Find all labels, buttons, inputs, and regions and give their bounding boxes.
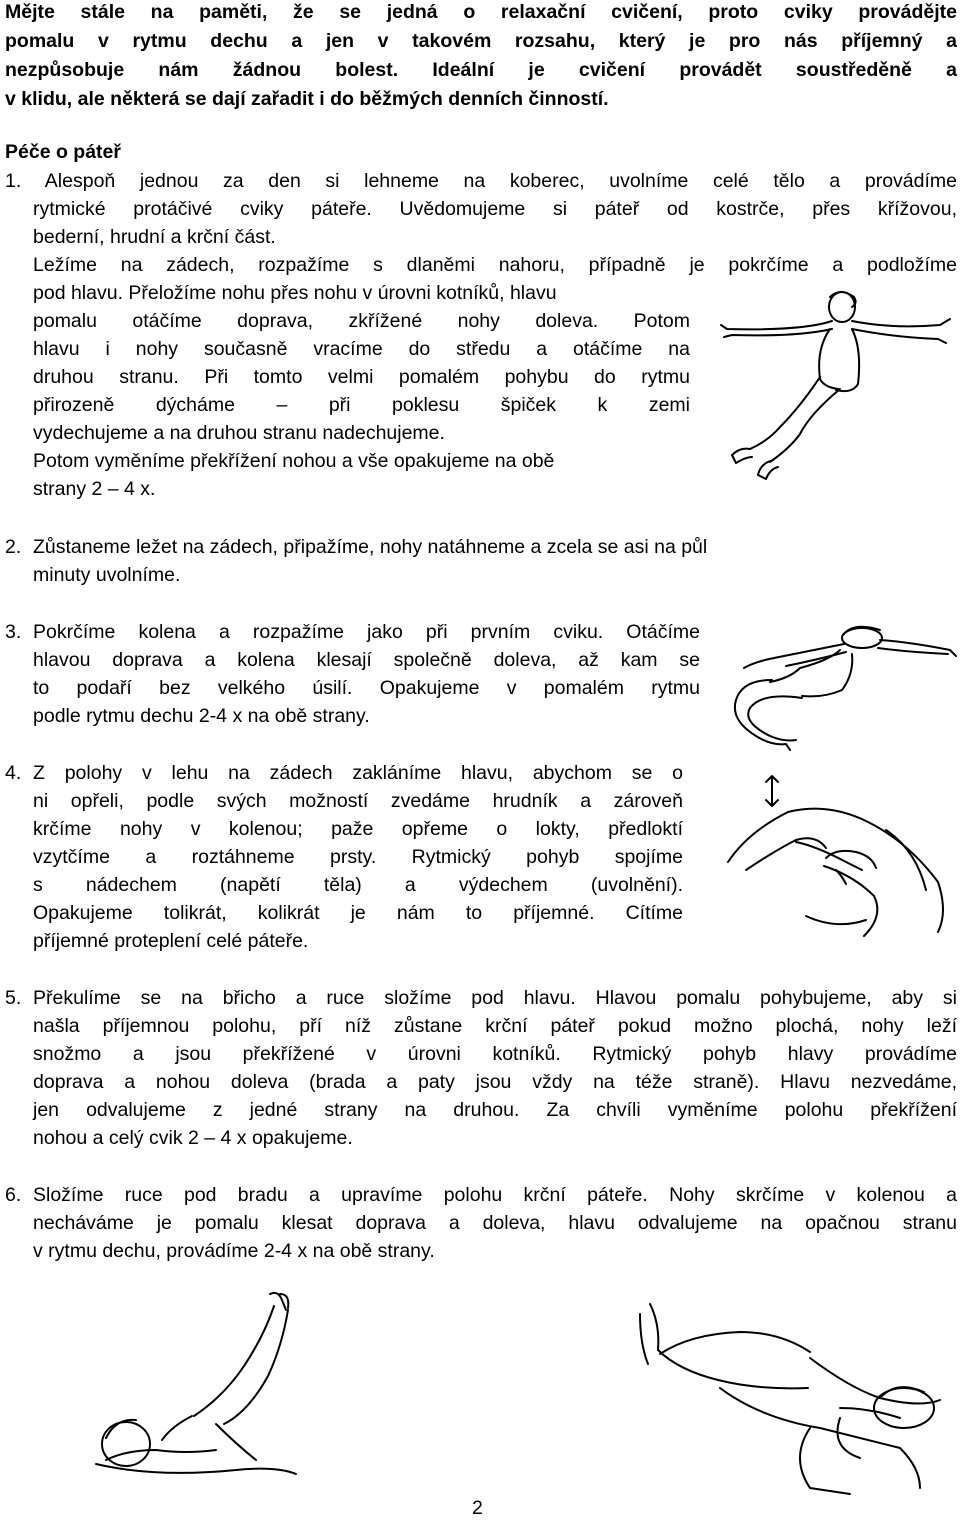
intro-line: v klidu, ale některá se dají zařadit i do běžmých denních činností. [5, 88, 609, 110]
exercise-2-line: Zůstaneme ležet na zádech, připažíme, nohy natáhneme a zcela se asi na půl [33, 536, 708, 558]
exercise-6-line: necháváme je pomalu klesat doprava a doleva, hlavu odvalujeme na opačnou stranu [33, 1212, 957, 1234]
intro-line: Mějte stále na paměti, že se jedná o relaxační cvičení, proto cviky provádějte [5, 1, 957, 23]
exercise-3-line: hlavou doprava a kolena klesají společně doleva, až kam se [33, 649, 700, 671]
figure-spinal-twist-lying [712, 285, 960, 490]
exercise-1-line: strany 2 – 4 x. [33, 478, 156, 500]
exercise-4-line: ni opřeli, podle svých možností zvedáme hrudník a zároveň [33, 790, 683, 812]
exercise-6-line: Složíme ruce pod bradu a upravíme polohu krční páteře. Nohy skrčíme v kolenou a [33, 1184, 957, 1206]
exercise-1-line: 1. Alespoň jednou za den si lehneme na koberec, uvolníme celé tělo a provádíme [5, 170, 957, 192]
exercise-1-line: přirozeně dýcháme – při poklesu špiček k zemi [33, 394, 690, 416]
exercise-6-number: 6. [5, 1184, 22, 1206]
exercise-4-line: krčíme nohy v kolenou; paže opřeme o lokty, předloktí [33, 818, 683, 840]
exercise-1-narrow [33, 279, 690, 503]
exercise-4-line: s nádechem (napětí těla) a výdechem (uvolnění). [33, 874, 683, 896]
exercise-3-line: Pokrčíme kolena a rozpažíme jako při prvním cviku. Otáčíme [33, 621, 700, 643]
exercise-4-line: Opakujeme tolikrát, kolikrát je nám to příjemné. Cítíme [33, 902, 683, 924]
intro-line: nezpůsobuje nám žádnou bolest. Ideální je cvičení provádět soustředěně a [5, 59, 957, 81]
exercise-5-line: snožmo a jsou překřížené v úrovni kotníků. Rytmický pohyb hlavy provádíme [33, 1043, 957, 1065]
exercise-6-line: v rytmu dechu, provádíme 2-4 x na obě strany. [33, 1240, 435, 1262]
exercise-1-line: hlavu i nohy současně vracíme do středu a otáčíme na [33, 338, 690, 360]
intro-paragraph [5, 0, 957, 114]
exercise-1 [5, 167, 957, 279]
exercise-1-line: bederní, hrudní a krční část. [33, 226, 276, 248]
exercise-3-line: podle rytmu dechu 2-4 x na obě strany. [33, 705, 370, 727]
exercise-2 [5, 533, 957, 589]
exercise-1-line: pod hlavu. Přeložíme nohu přes nohu v úrovni kotníků, hlavu [33, 282, 557, 304]
figure-knees-bent-twist [712, 620, 960, 760]
exercise-1-line: pomalu otáčíme doprava, zkřížené nohy doleva. Potom [33, 310, 690, 332]
section-title: Péče o páteř [5, 141, 121, 163]
exercise-5-line: jen odvalujeme z jedné strany na druhou. Za chvíli vyměníme polohu překřížení [33, 1099, 957, 1121]
exercise-4-line: vzytčíme a roztáhneme prsty. Rytmický pohyb spojíme [33, 846, 683, 868]
exercise-4-line: příjemné proteplení celé páteře. [33, 930, 309, 952]
figure-chest-lift-back [716, 770, 960, 955]
exercise-5-line: doprava a nohou doleva (brada a paty jsou vždy na téže straně). Hlavu nezvedáme, [33, 1071, 957, 1093]
exercise-2-number: 2. [5, 536, 22, 558]
exercise-5-line: Překulíme se na břicho a ruce složíme pod hlavu. Hlavou pomalu pohybujeme, aby si [33, 987, 957, 1009]
intro-line: pomalu v rytmu dechu a jen v takovém rozsahu, který je pro nás příjemný a [5, 30, 957, 52]
exercise-1-line: vydechujeme a na druhou stranu nadechujeme. [33, 422, 445, 444]
exercise-5-number: 5. [5, 987, 22, 1009]
exercise-3-number: 3. [5, 621, 22, 643]
exercise-2-line: minuty uvolníme. [33, 564, 181, 586]
exercise-6 [5, 1181, 957, 1265]
exercise-3-line: to podaří bez velkého úsilí. Opakujeme v pomalém rytmu [33, 677, 700, 699]
exercise-1-line: rytmické protáčivé cviky páteře. Uvědomujeme si páteř od kostrče, přes křížovou, [33, 198, 957, 220]
figure-prone-knees-bent [600, 1298, 955, 1498]
exercise-3 [5, 618, 700, 730]
exercise-4 [5, 759, 683, 955]
exercise-1-line: Ležíme na zádech, rozpažíme s dlaněmi nahoru, případně je pokrčíme a podložíme [33, 254, 957, 276]
exercise-4-number: 4. [5, 762, 22, 784]
exercise-1-line: Potom vyměníme překřížení nohou a vše opakujeme na obě [33, 450, 555, 472]
exercise-1-line: druhou stranu. Při tomto velmi pomalém pohybu do rytmu [33, 366, 690, 388]
exercise-5-line: našla příjemnou polohu, pří níž zůstane krční páteř pokud možno plochá, nohy leží [33, 1015, 957, 1037]
page-number: 2 [472, 1497, 483, 1519]
exercise-5 [5, 984, 957, 1152]
exercise-5-line: nohou a celý cvik 2 – 4 x opakujeme. [33, 1127, 353, 1149]
figure-prone-legs-raised [92, 1288, 422, 1478]
exercise-4-line: Z polohy v lehu na zádech zakláníme hlavu, abychom se o [33, 762, 683, 784]
